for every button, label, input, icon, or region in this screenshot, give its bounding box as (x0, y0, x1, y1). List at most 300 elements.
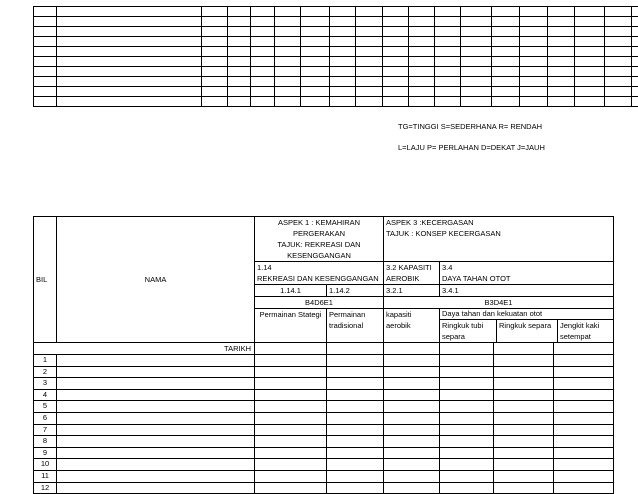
score-cell[interactable] (440, 355, 494, 367)
grid-cell[interactable] (492, 47, 520, 57)
score-cell[interactable] (384, 378, 440, 390)
grid-cell[interactable] (632, 97, 638, 107)
grid-cell[interactable] (275, 67, 301, 77)
grid-cell[interactable] (356, 37, 383, 47)
grid-cell[interactable] (435, 37, 461, 47)
student-name-cell[interactable] (57, 378, 255, 390)
grid-cell[interactable] (34, 97, 57, 107)
grid-cell[interactable] (251, 17, 275, 27)
grid-cell[interactable] (435, 57, 461, 67)
score-cell[interactable] (327, 459, 384, 471)
grid-cell[interactable] (34, 37, 57, 47)
score-cell[interactable] (327, 389, 384, 401)
score-cell[interactable] (494, 459, 554, 471)
grid-cell[interactable] (409, 37, 435, 47)
grid-cell[interactable] (575, 97, 605, 107)
grid-cell[interactable] (228, 97, 251, 107)
table-row (34, 459, 614, 471)
score-cell[interactable] (384, 470, 440, 482)
score-cell[interactable] (554, 412, 614, 424)
student-name-cell[interactable] (57, 412, 255, 424)
score-cell[interactable] (494, 470, 554, 482)
student-name-cell[interactable] (57, 482, 255, 494)
grid-cell[interactable] (605, 37, 632, 47)
grid-cell[interactable] (57, 47, 202, 57)
grid-cell[interactable] (435, 77, 461, 87)
grid-row (34, 87, 638, 97)
score-cell[interactable] (440, 459, 494, 471)
grid-cell[interactable] (251, 57, 275, 67)
grid-cell[interactable] (409, 7, 435, 17)
score-cell[interactable] (494, 401, 554, 413)
grid-cell[interactable] (251, 77, 275, 87)
grid-cell[interactable] (605, 77, 632, 87)
student-name-cell[interactable] (57, 470, 255, 482)
header-act-daya-tahan (440, 309, 614, 343)
score-cell[interactable] (440, 378, 494, 390)
grid-cell[interactable] (548, 77, 575, 87)
date-cell[interactable] (494, 343, 554, 355)
grid-cell[interactable] (409, 27, 435, 37)
grid-cell[interactable] (461, 87, 492, 97)
score-cell[interactable] (384, 412, 440, 424)
grid-cell[interactable] (520, 77, 548, 87)
score-cell[interactable] (327, 355, 384, 367)
header-nama: NAMA (57, 217, 255, 343)
score-cell[interactable] (440, 470, 494, 482)
grid-cell[interactable] (461, 97, 492, 107)
grid-cell[interactable] (520, 17, 548, 27)
score-cell[interactable] (554, 470, 614, 482)
grid-cell[interactable] (330, 47, 356, 57)
score-cell[interactable] (494, 355, 554, 367)
score-cell[interactable] (384, 436, 440, 448)
score-cell[interactable] (440, 482, 494, 494)
grid-cell[interactable] (275, 97, 301, 107)
score-cell[interactable] (494, 366, 554, 378)
grid-cell[interactable] (356, 67, 383, 77)
score-cell[interactable] (440, 447, 494, 459)
grid-cell[interactable] (57, 87, 202, 97)
score-cell[interactable] (554, 389, 614, 401)
grid-cell[interactable] (356, 87, 383, 97)
grid-cell[interactable] (435, 87, 461, 97)
student-name-cell[interactable] (57, 366, 255, 378)
score-cell[interactable] (554, 366, 614, 378)
grid-cell[interactable] (275, 47, 301, 57)
score-cell[interactable] (255, 366, 327, 378)
score-cell[interactable] (255, 424, 327, 436)
grid-cell[interactable] (356, 17, 383, 27)
score-cell[interactable] (554, 355, 614, 367)
grid-cell[interactable] (461, 17, 492, 27)
student-name-cell[interactable] (57, 436, 255, 448)
grid-cell[interactable] (251, 27, 275, 37)
grid-cell[interactable] (57, 97, 202, 107)
score-cell[interactable] (494, 424, 554, 436)
grid-cell[interactable] (548, 57, 575, 67)
grid-cell[interactable] (575, 37, 605, 47)
grid-cell[interactable] (251, 47, 275, 57)
grid-cell[interactable] (461, 67, 492, 77)
grid-cell[interactable] (228, 37, 251, 47)
grid-cell[interactable] (383, 87, 409, 97)
grid-cell[interactable] (492, 67, 520, 77)
grid-cell[interactable] (57, 37, 202, 47)
score-cell[interactable] (494, 482, 554, 494)
grid-cell[interactable] (301, 47, 330, 57)
grid-cell[interactable] (605, 7, 632, 17)
row-number: 10 (34, 459, 57, 471)
score-cell[interactable] (554, 401, 614, 413)
grid-cell[interactable] (605, 87, 632, 97)
grid-cell[interactable] (275, 7, 301, 17)
grid-cell[interactable] (34, 47, 57, 57)
score-cell[interactable] (255, 389, 327, 401)
grid-cell[interactable] (492, 7, 520, 17)
score-cell[interactable] (384, 482, 440, 494)
grid-cell[interactable] (330, 37, 356, 47)
grid-cell[interactable] (575, 87, 605, 97)
grid-cell[interactable] (632, 37, 638, 47)
grid-cell[interactable] (520, 7, 548, 17)
header-sub-1141: 1.14.1 (255, 285, 327, 297)
grid-cell[interactable] (356, 27, 383, 37)
grid-cell[interactable] (251, 7, 275, 17)
grid-cell[interactable] (202, 87, 228, 97)
grid-cell[interactable] (383, 27, 409, 37)
grid-cell[interactable] (492, 17, 520, 27)
grid-cell[interactable] (57, 77, 202, 87)
grid-cell[interactable] (435, 47, 461, 57)
grid-cell[interactable] (548, 87, 575, 97)
grid-cell[interactable] (605, 27, 632, 37)
grid-cell[interactable] (301, 77, 330, 87)
grid-cell[interactable] (383, 77, 409, 87)
grid-cell[interactable] (202, 77, 228, 87)
table-row (34, 389, 614, 401)
score-cell[interactable] (494, 378, 554, 390)
grid-cell[interactable] (575, 77, 605, 87)
grid-cell[interactable] (520, 67, 548, 77)
grid-cell[interactable] (605, 57, 632, 67)
grid-cell[interactable] (202, 7, 228, 17)
date-cell[interactable] (255, 343, 327, 355)
grid-cell[interactable] (383, 57, 409, 67)
score-cell[interactable] (255, 447, 327, 459)
grid-cell[interactable] (301, 57, 330, 67)
grid-cell[interactable] (34, 17, 57, 27)
grid-cell[interactable] (409, 97, 435, 107)
grid-cell[interactable] (57, 7, 202, 17)
grid-cell[interactable] (409, 17, 435, 27)
grid-cell[interactable] (202, 97, 228, 107)
score-cell[interactable] (494, 447, 554, 459)
score-cell[interactable] (494, 389, 554, 401)
score-cell[interactable] (440, 401, 494, 413)
score-cell[interactable] (554, 482, 614, 494)
score-cell[interactable] (327, 470, 384, 482)
grid-cell[interactable] (228, 17, 251, 27)
grid-cell[interactable] (383, 47, 409, 57)
row-number: 12 (34, 482, 57, 494)
grid-cell[interactable] (409, 47, 435, 57)
grid-cell[interactable] (275, 77, 301, 87)
score-cell[interactable] (384, 366, 440, 378)
grid-cell[interactable] (228, 87, 251, 97)
grid-cell[interactable] (34, 87, 57, 97)
score-cell[interactable] (255, 436, 327, 448)
score-cell[interactable] (255, 459, 327, 471)
grid-cell[interactable] (356, 97, 383, 107)
grid-cell[interactable] (492, 57, 520, 67)
score-cell[interactable] (255, 355, 327, 367)
grid-cell[interactable] (520, 27, 548, 37)
grid-cell[interactable] (548, 67, 575, 77)
score-cell[interactable] (440, 389, 494, 401)
score-cell[interactable] (255, 412, 327, 424)
score-cell[interactable] (554, 447, 614, 459)
grid-cell[interactable] (383, 17, 409, 27)
grid-cell[interactable] (605, 67, 632, 77)
grid-cell[interactable] (435, 27, 461, 37)
grid-cell[interactable] (461, 7, 492, 17)
act-jengkit-kaki: Jengkit kaki setempat (558, 320, 613, 342)
score-cell[interactable] (384, 447, 440, 459)
grid-cell[interactable] (34, 67, 57, 77)
score-cell[interactable] (440, 436, 494, 448)
score-cell[interactable] (554, 424, 614, 436)
grid-cell[interactable] (383, 67, 409, 77)
grid-cell[interactable] (409, 87, 435, 97)
grid-row (34, 37, 638, 47)
grid-cell[interactable] (34, 57, 57, 67)
grid-cell[interactable] (492, 27, 520, 37)
grid-cell[interactable] (575, 47, 605, 57)
table-row (34, 412, 614, 424)
score-cell[interactable] (255, 470, 327, 482)
grid-cell[interactable] (520, 87, 548, 97)
grid-cell[interactable] (251, 37, 275, 47)
grid-cell[interactable] (632, 27, 638, 37)
grid-cell[interactable] (575, 17, 605, 27)
score-cell[interactable] (384, 401, 440, 413)
grid-cell[interactable] (330, 27, 356, 37)
grid-cell[interactable] (57, 27, 202, 37)
grid-cell[interactable] (202, 47, 228, 57)
grid-cell[interactable] (330, 87, 356, 97)
grid-cell[interactable] (228, 57, 251, 67)
grid-cell[interactable] (57, 57, 202, 67)
grid-cell[interactable] (409, 67, 435, 77)
grid-cell[interactable] (632, 7, 638, 17)
grid-cell[interactable] (548, 47, 575, 57)
grid-cell[interactable] (34, 7, 57, 17)
grid-cell[interactable] (632, 47, 638, 57)
std-114-title: REKREASI DAN KESENGGANGAN (257, 273, 381, 284)
grid-cell[interactable] (632, 57, 638, 67)
grid-cell[interactable] (330, 7, 356, 17)
grid-cell[interactable] (461, 77, 492, 87)
date-cell[interactable] (327, 343, 384, 355)
score-cell[interactable] (384, 459, 440, 471)
score-cell[interactable] (327, 447, 384, 459)
grid-cell[interactable] (301, 27, 330, 37)
student-name-cell[interactable] (57, 389, 255, 401)
score-cell[interactable] (327, 401, 384, 413)
grid-cell[interactable] (275, 87, 301, 97)
date-cell[interactable] (440, 343, 494, 355)
grid-cell[interactable] (356, 77, 383, 87)
grid-cell[interactable] (605, 47, 632, 57)
grid-cell[interactable] (435, 7, 461, 17)
grid-cell[interactable] (435, 97, 461, 107)
grid-cell[interactable] (383, 37, 409, 47)
grid-cell[interactable] (548, 17, 575, 27)
grid-cell[interactable] (383, 97, 409, 107)
grid-cell[interactable] (575, 7, 605, 17)
header-std-34 (440, 262, 614, 285)
grid-cell[interactable] (330, 17, 356, 27)
grid-cell[interactable] (301, 67, 330, 77)
grid-cell[interactable] (605, 97, 632, 107)
student-name-cell[interactable] (57, 355, 255, 367)
score-cell[interactable] (384, 424, 440, 436)
score-cell[interactable] (554, 378, 614, 390)
grid-cell[interactable] (330, 57, 356, 67)
grid-cell[interactable] (301, 97, 330, 107)
score-cell[interactable] (327, 424, 384, 436)
grid-cell[interactable] (202, 37, 228, 47)
grid-cell[interactable] (632, 87, 638, 97)
grid-cell[interactable] (330, 77, 356, 87)
grid-cell[interactable] (202, 27, 228, 37)
grid-cell[interactable] (356, 47, 383, 57)
score-cell[interactable] (440, 424, 494, 436)
grid-cell[interactable] (520, 97, 548, 107)
grid-cell[interactable] (461, 37, 492, 47)
grid-cell[interactable] (632, 67, 638, 77)
grid-cell[interactable] (330, 97, 356, 107)
grid-cell[interactable] (492, 77, 520, 87)
score-cell[interactable] (327, 378, 384, 390)
grid-cell[interactable] (228, 47, 251, 57)
grid-cell[interactable] (251, 87, 275, 97)
grid-row (34, 7, 638, 17)
grid-cell[interactable] (492, 37, 520, 47)
grid-cell[interactable] (275, 37, 301, 47)
grid-cell[interactable] (202, 57, 228, 67)
grid-row (34, 47, 638, 57)
grid-cell[interactable] (575, 67, 605, 77)
score-cell[interactable] (327, 366, 384, 378)
grid-cell[interactable] (251, 97, 275, 107)
grid-cell[interactable] (228, 67, 251, 77)
grid-cell[interactable] (520, 57, 548, 67)
student-name-cell[interactable] (57, 401, 255, 413)
grid-cell[interactable] (548, 7, 575, 17)
score-cell[interactable] (255, 378, 327, 390)
grid-cell[interactable] (251, 67, 275, 77)
grid-cell[interactable] (632, 17, 638, 27)
score-cell[interactable] (255, 401, 327, 413)
grid-cell[interactable] (301, 37, 330, 47)
date-cell[interactable] (554, 343, 614, 355)
score-cell[interactable] (554, 459, 614, 471)
grid-cell[interactable] (435, 17, 461, 27)
grid-cell[interactable] (301, 87, 330, 97)
grid-cell[interactable] (409, 77, 435, 87)
score-cell[interactable] (327, 482, 384, 494)
grid-cell[interactable] (356, 7, 383, 17)
score-cell[interactable] (494, 436, 554, 448)
grid-cell[interactable] (228, 77, 251, 87)
score-cell[interactable] (440, 412, 494, 424)
grid-cell[interactable] (301, 17, 330, 27)
grid-cell[interactable] (605, 17, 632, 27)
grid-cell[interactable] (461, 47, 492, 57)
grid-cell[interactable] (228, 7, 251, 17)
grid-cell[interactable] (520, 37, 548, 47)
grid-cell[interactable] (275, 27, 301, 37)
grid-cell[interactable] (330, 67, 356, 77)
grid-cell[interactable] (202, 67, 228, 77)
score-cell[interactable] (327, 436, 384, 448)
grid-cell[interactable] (492, 87, 520, 97)
grid-cell[interactable] (461, 27, 492, 37)
grid-cell[interactable] (202, 17, 228, 27)
student-name-cell[interactable] (57, 424, 255, 436)
score-cell[interactable] (384, 355, 440, 367)
grid-cell[interactable] (575, 57, 605, 67)
header-sub-1142: 1.14.2 (327, 285, 384, 297)
grid-cell[interactable] (301, 7, 330, 17)
grid-cell[interactable] (461, 57, 492, 67)
grid-cell[interactable] (34, 27, 57, 37)
grid-cell[interactable] (57, 67, 202, 77)
grid-cell[interactable] (356, 57, 383, 67)
grid-cell[interactable] (275, 57, 301, 67)
score-cell[interactable] (440, 366, 494, 378)
date-cell[interactable] (384, 343, 440, 355)
score-cell[interactable] (494, 412, 554, 424)
score-cell[interactable] (384, 389, 440, 401)
aspek1-tajuk: TAJUK: REKREASI DAN KESENGGANGAN (257, 239, 381, 261)
grid-cell[interactable] (228, 27, 251, 37)
student-name-cell[interactable] (57, 459, 255, 471)
grid-cell[interactable] (34, 77, 57, 87)
grid-cell[interactable] (383, 7, 409, 17)
score-cell[interactable] (554, 436, 614, 448)
grid-cell[interactable] (548, 27, 575, 37)
score-cell[interactable] (327, 412, 384, 424)
grid-cell[interactable] (492, 97, 520, 107)
grid-cell[interactable] (548, 37, 575, 47)
grid-cell[interactable] (520, 47, 548, 57)
header-std-32: 3.2 KAPASITI AEROBIK (384, 262, 440, 285)
grid-cell[interactable] (575, 27, 605, 37)
grid-cell[interactable] (57, 17, 202, 27)
grid-cell[interactable] (435, 67, 461, 77)
row-number: 9 (34, 447, 57, 459)
score-cell[interactable] (255, 482, 327, 494)
grid-cell[interactable] (632, 77, 638, 87)
header-act-stategi: Permainan Stategi (255, 309, 327, 343)
grid-cell[interactable] (409, 57, 435, 67)
grid-cell[interactable] (548, 97, 575, 107)
grid-cell[interactable] (275, 17, 301, 27)
student-name-cell[interactable] (57, 447, 255, 459)
